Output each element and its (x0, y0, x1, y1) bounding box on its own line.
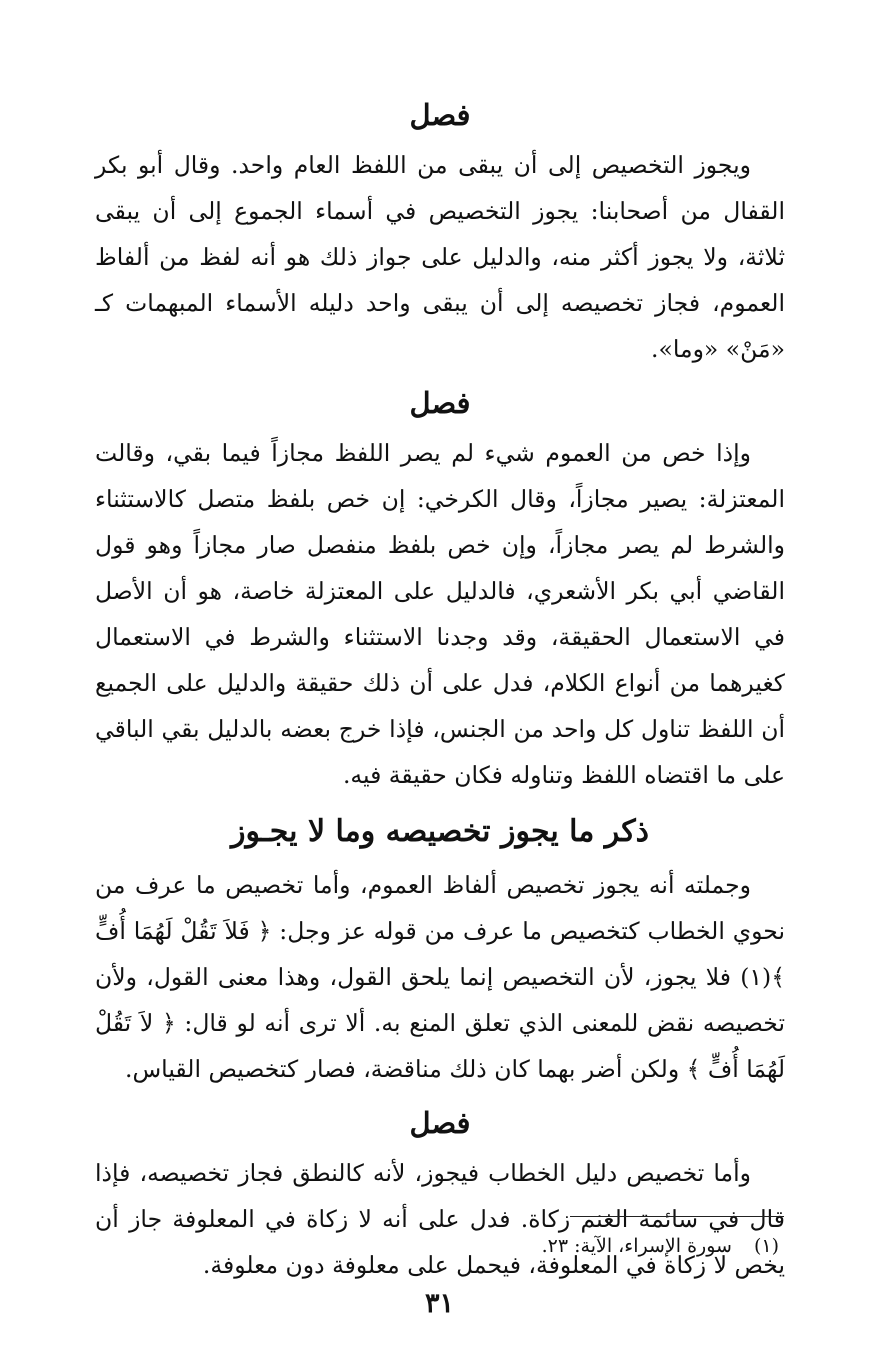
page-number: ٣١ (424, 1288, 454, 1319)
page-body (95, 88, 785, 1288)
section-paragraph-4: وأما تخصيص دليل الخطاب فيجوز، لأنه كالنطق فجاز تخصيصه، فإذا قال في سائمة الغنم زكاة. فدل على أنه لا زكاة في المعلوفة جاز أن يخص لا زكاة في المعلوفة، فيحمل على معلوفة دون معلوفة. (95, 1159, 785, 1279)
section-paragraph-2: وإذا خص من العموم شيء لم يصر اللفظ مجازاً فيما بقي، وقالت المعتزلة: يصير مجازاً، وقال الكرخي: إن خص بلفظ متصل كالاستثناء والشرط لم يصر مجازاً، وإن خص بلفظ منفصل صار مجازاً وهو قول القاضي أبي بكر الأشعري، فالدليل على المعتزلة خاصة، هو أن الأصل في الاستعمال الحقيقة، وقد وجدنا الاستثناء والشرط في الاستعمال كغيرهما من أنواع الكلام، فدل على أن ذلك حقيقة والدليل على الجميع أن اللفظ تناول كل واحد من الجنس، فإذا خرج بعضه بالدليل بقي الباقي على ما اقتضاه اللفظ وتناوله فكان حقيقة فيه. (95, 439, 785, 789)
section-paragraph-1: ويجوز التخصيص إلى أن يبقى من اللفظ العام واحد. وقال أبو بكر القفال من أصحابنا: يجوز التخصيص في أسماء الجموع إلى أن يبقى ثلاثة، ولا يجوز أكثر منه، والدليل على جواز ذلك هو أنه لفظ من ألفاظ العموم، فجاز تخصيصه إلى أن يبقى واحد دليله الأسماء المبهمات كـ «مَنْ» «وما». (95, 151, 785, 363)
footnote-divider (570, 1216, 784, 1217)
section-paragraph-3: وجملته أنه يجوز تخصيص ألفاظ العموم، وأما تخصيص ما عرف من نحوي الخطاب كتخصيص ما عرف من قوله عز وجل: ﴿ فَلاَ تَقُلْ لَهُمَا أُفٍّ ﴾(١) فلا يجوز، لأن التخصيص إنما يلحق القول، وهذا معنى القول، ولأن تخصيصه نقض للمعنى الذي تعلق المنع به. ألا ترى أنه لو قال: ﴿ لاَ تَقُلْ لَهُمَا أُفٍّ ﴾ ولكن أضر بهما كان ذلك مناقضة، فصار كتخصيص القياس. (95, 871, 785, 1083)
section-heading-4: فصل (409, 1106, 471, 1140)
section-heading-3: ذكر ما يجوز تخصيصه وما لا يجـوز (231, 814, 649, 849)
section-heading-2: فصل (409, 386, 471, 420)
footnote-text: سورة الإسراء، الآية: ٢٣. (541, 1235, 732, 1257)
section-heading-1: فصل (409, 98, 471, 132)
footnote (219, 1232, 779, 1260)
footnote-number: (١) (753, 1235, 779, 1257)
